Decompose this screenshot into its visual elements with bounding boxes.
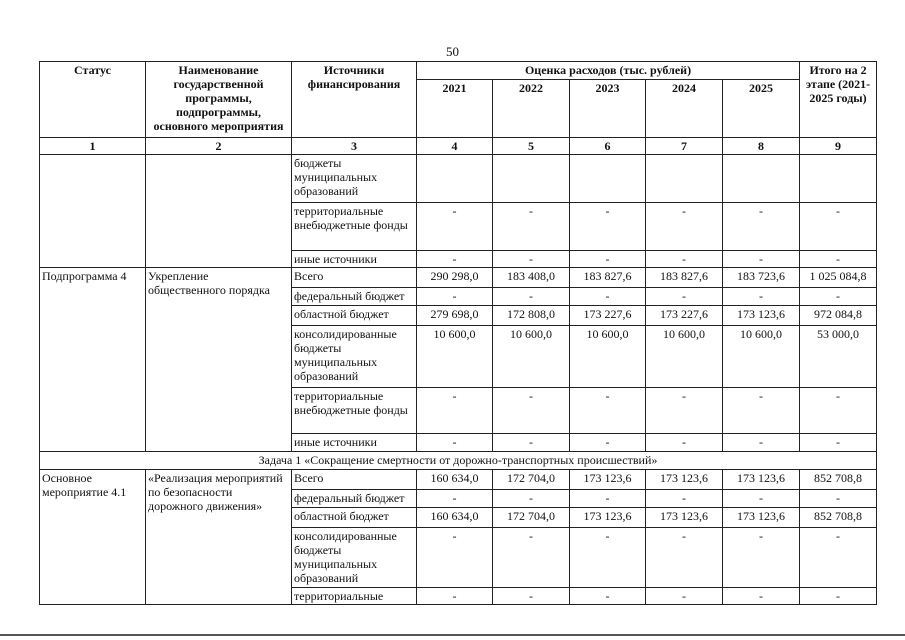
page-number: 50 [446,44,459,59]
value-cell: 172 704,0 [493,508,570,528]
header-year-2022: 2022 [493,80,570,138]
source-cell: Всего [292,470,417,490]
column-number: 3 [292,138,417,155]
value-cell: 10 600,0 [723,326,800,388]
value-cell: - [570,388,646,434]
value-cell: 173 123,6 [723,508,800,528]
source-cell: иные источники [292,434,417,452]
column-number: 8 [723,138,800,155]
value-cell: 852 708,8 [800,508,877,528]
value-cell: 160 634,0 [417,508,493,528]
value-cell: - [646,251,723,268]
status-cell: Подпрограмма 4 [40,268,146,452]
source-cell: Всего [292,268,417,288]
value-cell: - [570,434,646,452]
header-year-2024: 2024 [646,80,723,138]
table-row [40,470,877,490]
value-cell: 852 708,8 [800,470,877,490]
value-cell: - [493,388,570,434]
value-cell: - [570,288,646,306]
value-cell: - [800,288,877,306]
page-bottom-edge [0,634,905,636]
value-cell: - [417,434,493,452]
header-estimate: Оценка расходов (тыс. рублей) [417,62,800,80]
value-cell: - [646,528,723,588]
status-cell [40,155,146,268]
value-cell: - [493,588,570,605]
value-cell: - [493,490,570,508]
value-cell: - [570,528,646,588]
source-cell: консолидированные бюджеты муниципальных образований [292,528,417,588]
source-cell: иные источники [292,251,417,268]
value-cell: - [493,434,570,452]
value-cell: 183 827,6 [570,268,646,288]
value-cell: 972 084,8 [800,306,877,326]
header-year-2021: 2021 [417,80,493,138]
value-cell: - [417,490,493,508]
value-cell: 10 600,0 [570,326,646,388]
value-cell: 173 227,6 [646,306,723,326]
source-cell: областной бюджет [292,508,417,528]
value-cell: - [723,203,800,251]
value-cell: - [570,588,646,605]
value-cell: - [646,588,723,605]
value-cell: - [646,434,723,452]
value-cell: - [493,288,570,306]
value-cell: - [417,388,493,434]
value-cell: - [800,490,877,508]
value-cell: 160 634,0 [417,470,493,490]
value-cell: - [493,251,570,268]
value-cell: 279 698,0 [417,306,493,326]
value-cell: 1 025 084,8 [800,268,877,288]
header-year-2025: 2025 [723,80,800,138]
source-cell: территориальные внебюджетные фонды [292,203,417,251]
value-cell: 183 723,6 [723,268,800,288]
table-row [40,452,877,470]
value-cell: - [493,528,570,588]
value-cell: 10 600,0 [646,326,723,388]
value-cell: 173 123,6 [570,470,646,490]
value-cell: - [417,288,493,306]
value-cell [570,155,646,203]
value-cell: - [417,588,493,605]
value-cell: - [646,388,723,434]
value-cell: - [570,490,646,508]
status-cell: Основное мероприятие 4.1 [40,470,146,605]
value-cell: 183 827,6 [646,268,723,288]
column-number: 9 [800,138,877,155]
header-name: Наименование государственной программы, подпрограммы, основного мероприятия [146,62,292,138]
value-cell [646,155,723,203]
column-number: 5 [493,138,570,155]
table-row [40,155,877,203]
value-cell: - [723,588,800,605]
value-cell: 173 123,6 [646,508,723,528]
column-number: 2 [146,138,292,155]
header-sources: Источники финансирования [292,62,417,138]
value-cell: - [800,251,877,268]
column-number: 6 [570,138,646,155]
value-cell: - [800,203,877,251]
value-cell: - [646,490,723,508]
value-cell: 173 123,6 [723,306,800,326]
value-cell: 173 123,6 [646,470,723,490]
value-cell: - [800,434,877,452]
value-cell: 53 000,0 [800,326,877,388]
value-cell: - [570,251,646,268]
column-number: 4 [417,138,493,155]
column-number: 7 [646,138,723,155]
header-year-2023: 2023 [570,80,646,138]
value-cell: - [723,490,800,508]
value-cell: - [417,528,493,588]
value-cell: - [417,203,493,251]
value-cell: - [493,203,570,251]
value-cell: 172 704,0 [493,470,570,490]
header-status: Статус [40,62,146,138]
column-number: 1 [40,138,146,155]
budget-table [39,61,877,605]
value-cell: - [417,251,493,268]
column-number-row [40,138,877,155]
header-total: Итого на 2 этапе (2021-2025 годы) [800,62,877,138]
value-cell [493,155,570,203]
value-cell: - [723,288,800,306]
value-cell: - [570,203,646,251]
value-cell: 173 227,6 [570,306,646,326]
value-cell: 173 123,6 [723,470,800,490]
source-cell: территориальные внебюджетные фонды [292,388,417,434]
source-cell: бюджеты муниципальных образований [292,155,417,203]
value-cell [723,155,800,203]
name-cell: «Реализация мероприятий по безопасности дорожного движения» [146,470,292,605]
source-cell: федеральный бюджет [292,288,417,306]
value-cell: - [646,203,723,251]
source-cell: областной бюджет [292,306,417,326]
table-row [40,268,877,288]
task-heading: Задача 1 «Сокращение смертности от дорожно-транспортных происшествий» [40,452,877,470]
value-cell: - [723,388,800,434]
value-cell: - [800,528,877,588]
value-cell: - [723,434,800,452]
source-cell: территориальные [292,588,417,605]
value-cell: 10 600,0 [493,326,570,388]
name-cell [146,155,292,268]
value-cell [800,155,877,203]
value-cell: - [800,588,877,605]
value-cell: 173 123,6 [570,508,646,528]
value-cell [417,155,493,203]
source-cell: федеральный бюджет [292,490,417,508]
value-cell: - [646,288,723,306]
value-cell: - [723,528,800,588]
value-cell: - [800,388,877,434]
source-cell: консолидированные бюджеты муниципальных образований [292,326,417,388]
value-cell: 183 408,0 [493,268,570,288]
value-cell: 290 298,0 [417,268,493,288]
name-cell: Укрепление общественного порядка [146,268,292,452]
value-cell: - [723,251,800,268]
value-cell: 10 600,0 [417,326,493,388]
value-cell: 172 808,0 [493,306,570,326]
